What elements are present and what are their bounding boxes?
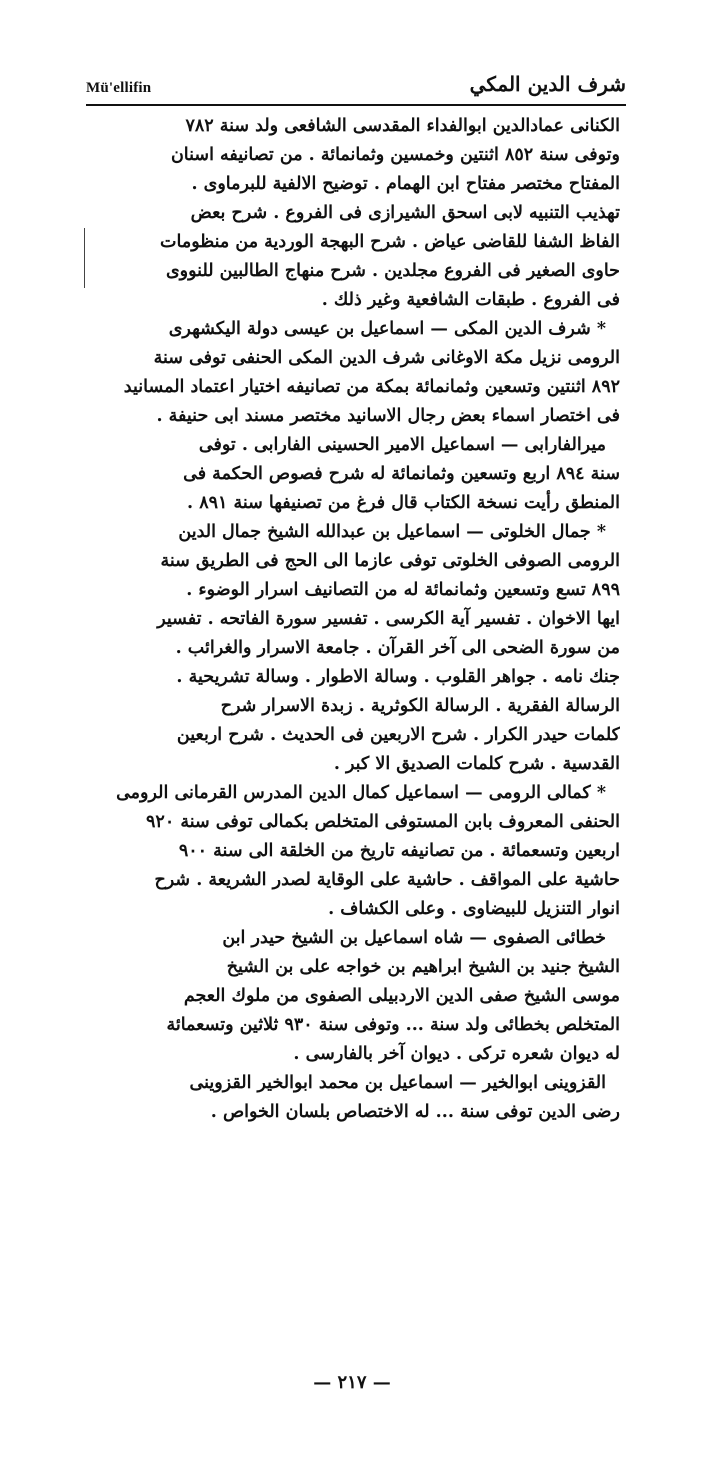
text-line: الحنفى المعروف بابن المستوفى المتخلص بكمالى توفى سنة ٩٢٠ [146,812,620,832]
text-line: ايها الاخوان . تفسير آية الكرسى . تفسير سورة الفاتحه . تفسير [157,609,620,629]
text-line: حاوى الصغير فى الفروع مجلدين . شرح منهاج الطالبين للنووى [165,261,620,281]
text-line: ٨٩٩ تسع وتسعين وثمانمائة له من التصانيف اسرار الوضوء . [186,580,620,600]
text-line: حاشية على المواقف . حاشية على الوقاية لصدر الشريعة . شرح [154,870,620,890]
running-header [86,70,626,104]
header-left-title: Mü'ellifin [86,80,152,96]
text-line: رضى الدين توفى سنة ... له الاختصاص بلسان الخواص . [210,1102,620,1122]
text-line: وتوفى سنة ٨٥٢ اثنتين وخمسين وثمانمائة . من تصانيفه اسنان [170,145,620,165]
header-right-title: شرف الدين المكي [469,72,626,96]
text-line: الشيخ جنيد بن الشيخ ابراهيم بن خواجه على بن الشيخ [226,957,620,977]
text-line: موسى الشيخ صفى الدين الاردبيلى الصفوى من ملوك العجم [183,986,620,1006]
text-line: الرسالة الفقرية . الرسالة الكوثرية . زبدة الاسرار شرح [220,696,620,716]
text-line: انوار التنزيل للبيضاوى . وعلى الكشاف . [328,899,620,919]
text-line: المنطق رأيت نسخة الكتاب قال فرغ من تصنيفها سنة ٨٩١ . [187,493,620,513]
entry-heading-line: القزوينى ابوالخير — اسماعيل بن محمد ابوالخير القزوينى [189,1073,606,1093]
margin-mark [84,228,85,288]
entry-heading-line: * شرف الدين المكى — اسماعيل بن عيسى دولة اليكشهرى [168,319,606,339]
entry-heading-line: خطائى الصفوى — شاه اسماعيل بن الشيخ حيدر ابن [222,928,606,948]
text-line: القدسية . شرح كلمات الصديق الا كبر . [333,754,620,774]
text-line: الرومى نزيل مكة الاوغانى شرف الدين المكى الحنفى توفى سنة [153,348,620,368]
text-line: تهذيب التنبيه لابى اسحق الشيرازى فى الفروع . شرح بعض [190,203,620,223]
text-line: ٨٩٢ اثنتين وتسعين وثمانمائة بمكة من تصانيفه اختيار اعتماد المسانيد [123,377,620,397]
text-line: سنة ٨٩٤ اربع وتسعين وثمانمائة له شرح فصوص الحكمة فى [183,464,620,484]
text-line: الكنانى عمادالدين ابوالفداء المقدسى الشافعى ولد سنة ٧٨٢ [185,116,620,136]
text-line: الرومى الصوفى الخلوتى توفى عازما الى الحج فى الطريق سنة [160,551,620,571]
text-line: اربعين وتسعمائة . من تصانيفه تاريخ من الخلقة الى سنة ٩٠٠ [178,841,620,861]
body-text [90,112,620,1127]
text-line: فى اختصار اسماء بعض رجال الاسانيد مختصر مسند ابى حنيفة . [156,406,620,426]
entry-heading-line: ميرالفارابى — اسماعيل الامير الحسينى الفارابى . توفى [198,435,606,455]
entry-heading-line: * جمال الخلوتى — اسماعيل بن عبدالله الشيخ جمال الدين [178,522,606,542]
text-line: الفاظ الشفا للقاضى عياض . شرح البهجة الوردية من منظومات [160,232,620,252]
text-line: المفتاح مختصر مفتاح ابن الهمام . توضيح الالفية للبرماوى . [191,174,620,194]
text-line: المتخلص بخطائى ولد سنة ... وتوفى سنة ٩٣٠ ثلاثين وتسعمائة [166,1015,620,1035]
text-line: كلمات حيدر الكرار . شرح الاربعين فى الحديث . شرح اربعين [176,725,620,745]
text-line: جنك نامه . جواهر القلوب . وسالة الاطوار . وسالة تشريحية . [176,667,620,687]
header-rule [86,104,626,106]
text-line: من سورة الضحى الى آخر القرآن . جامعة الاسرار والغرائب . [175,638,620,658]
text-line: فى الفروع . طبقات الشافعية وغير ذلك . [321,290,620,310]
page-number: — ٢١٧ — [313,1372,391,1393]
text-line: له ديوان شعره تركى . ديوان آخر بالفارسى . [293,1044,620,1064]
entry-heading-line: * كمالى الرومى — اسماعيل كمال الدين المدرس القرمانى الرومى [116,783,606,803]
